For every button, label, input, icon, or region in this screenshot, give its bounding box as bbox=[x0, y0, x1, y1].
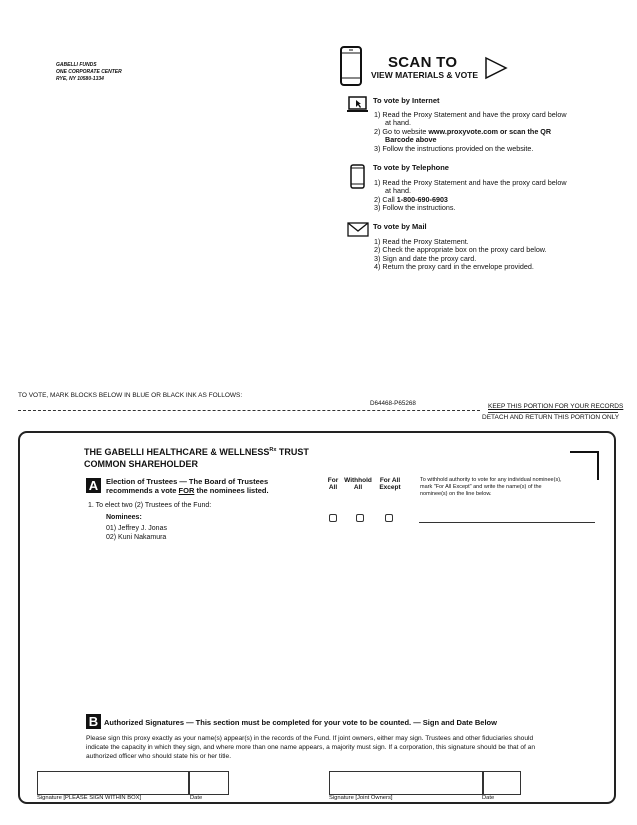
withhold-all-checkbox[interactable] bbox=[356, 514, 364, 522]
corner-mark bbox=[570, 451, 599, 480]
mail-step-3: 3) Sign and date the proxy card. bbox=[374, 253, 477, 263]
telephone-step-1: 1) Read the Proxy Statement and have the proxy card below at hand. bbox=[374, 178, 567, 196]
keep-portion-text: KEEP THIS PORTION FOR YOUR RECORDS bbox=[488, 403, 624, 410]
mobile-phone-icon bbox=[340, 46, 362, 86]
signature-label: Signature [PLEASE SIGN WITHIN BOX] bbox=[37, 795, 142, 801]
sender-name: GABELLI FUNDS bbox=[56, 62, 97, 68]
shareholder-type: COMMON SHAREHOLDER bbox=[84, 458, 198, 469]
control-code: D64468-P65268 bbox=[370, 400, 416, 407]
detach-dashed-line bbox=[18, 410, 480, 411]
section-b-title: Authorized Signatures — This section must be completed for your vote to be counted. — Sign and Date Below bbox=[104, 718, 497, 727]
trust-name: THE GABELLI HEALTHCARE & $WELLNESS^{Rx}$ TRUST bbox=[84, 447, 309, 457]
for-all-checkbox[interactable] bbox=[329, 514, 337, 522]
internet-heading: To vote by Internet bbox=[373, 96, 440, 105]
withhold-all-header: Withhold All bbox=[344, 477, 372, 492]
signature-instructions: Please sign this proxy exactly as your name(s) appear(s) in the records of the Fund. If joint owners, either may sign. Trustees and other fiduciaries should indicate the capacity in which they sign, and where more than one name appears, a majority must sign. If a corporation, this signature should be that of an authorized officer who should state his or her title. bbox=[86, 735, 535, 760]
scan-subtitle: VIEW MATERIALS & VOTE bbox=[371, 70, 479, 80]
nominee-1: 01) Jeffrey J. Jonas bbox=[106, 525, 167, 532]
for-all-except-header: For All Except bbox=[379, 477, 401, 492]
mail-steps bbox=[374, 238, 604, 272]
sender-address-line1: ONE CORPORATE CENTER bbox=[56, 69, 122, 75]
withhold-instructions: To withhold authority to vote for any individual nominee(s), mark "For All Except" and write the name(s) of the nominee(s) on the line below. bbox=[420, 477, 562, 497]
telephone-heading: To vote by Telephone bbox=[373, 163, 449, 172]
mail-step-4: 4) Return the proxy card in the envelope provided. bbox=[374, 262, 534, 272]
section-a-title: Election of Trustees — The Board of Trustees recommends a vote FOR the nominees listed. bbox=[106, 477, 269, 495]
sender-address bbox=[56, 62, 122, 83]
section-a-badge: A bbox=[86, 478, 101, 493]
telephone-step-3: 3) Follow the instructions. bbox=[374, 203, 456, 213]
sender-address-line2: RYE, NY 10580-1334 bbox=[56, 76, 104, 82]
withhold-nominee-line[interactable] bbox=[419, 522, 595, 523]
mail-heading: To vote by Mail bbox=[373, 222, 427, 231]
section-b-badge: B bbox=[86, 714, 101, 729]
internet-steps bbox=[374, 111, 574, 153]
nominees-label: Nominees: bbox=[106, 514, 142, 521]
joint-signature-box[interactable] bbox=[329, 771, 484, 795]
joint-date-label: Date bbox=[482, 795, 495, 801]
mail-step-1: 1) Read the Proxy Statement. bbox=[374, 237, 469, 246]
nominee-2: 02) Kuni Nakamura bbox=[106, 534, 167, 541]
telephone-icon bbox=[350, 164, 365, 189]
scan-title: SCAN TO bbox=[388, 54, 458, 71]
detach-return-text: DETACH AND RETURN THIS PORTION ONLY bbox=[482, 414, 620, 421]
mail-step-2: 2) Check the appropriate box on the proxy card below. bbox=[374, 245, 547, 255]
telephone-step-2: 2) Call 1-800-690-6903 bbox=[374, 194, 448, 204]
joint-date-box[interactable] bbox=[482, 771, 521, 795]
proposal-item: 1. To elect two (2) Trustees of the Fund: bbox=[88, 502, 212, 509]
arrow-right-icon bbox=[484, 56, 508, 80]
date-label: Date bbox=[190, 795, 203, 801]
envelope-icon bbox=[347, 222, 369, 237]
internet-step-2: 2) Go to website www.proxyvote.com or scan the QR Barcode above bbox=[374, 126, 552, 145]
trust-title bbox=[84, 445, 309, 470]
internet-step-3: 3) Follow the instructions provided on the website. bbox=[374, 143, 534, 153]
signature-box[interactable] bbox=[37, 771, 190, 795]
ink-instructions: TO VOTE, MARK BLOCKS BELOW IN BLUE OR BLACK INK AS FOLLOWS: bbox=[18, 392, 243, 399]
date-box[interactable] bbox=[188, 771, 229, 795]
internet-step-1: 1) Read the Proxy Statement and have the proxy card below at hand. bbox=[374, 110, 567, 128]
for-all-except-checkbox[interactable] bbox=[385, 514, 393, 522]
for-all-header: For All bbox=[327, 477, 339, 492]
keep-portion-line bbox=[488, 412, 618, 413]
telephone-steps bbox=[374, 179, 574, 213]
joint-signature-label: Signature [Joint Owners] bbox=[329, 795, 393, 801]
computer-icon bbox=[347, 96, 369, 114]
phone-number: 1-800-690-6903 bbox=[396, 194, 448, 204]
proxyvote-website: www.proxyvote.com or scan the QR Barcode above bbox=[385, 126, 552, 145]
